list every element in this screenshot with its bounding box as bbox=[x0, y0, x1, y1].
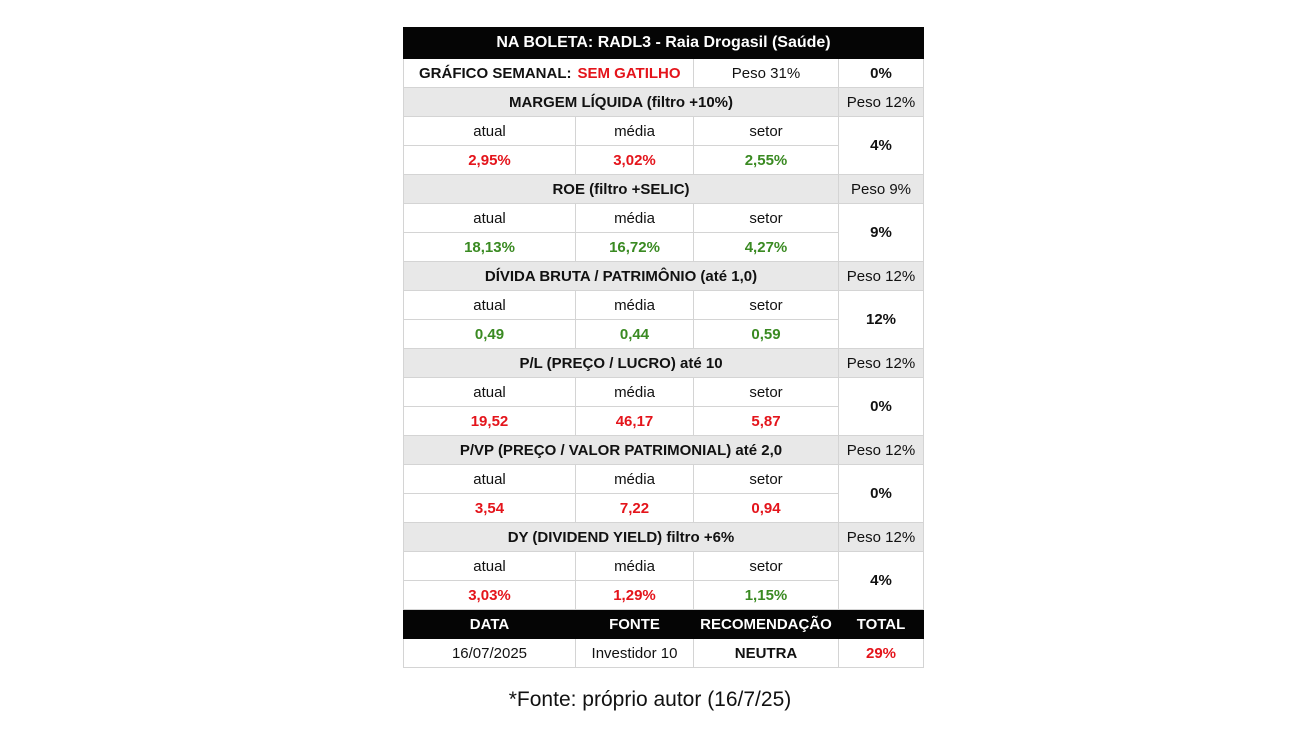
footer-recomendacao: NEUTRA bbox=[694, 639, 839, 668]
label-setor: setor bbox=[694, 204, 839, 233]
section-labels-row bbox=[404, 378, 924, 407]
label-atual: atual bbox=[404, 378, 576, 407]
section-title: P/L (PREÇO / LUCRO) até 10 bbox=[404, 349, 839, 378]
label-media: média bbox=[576, 291, 694, 320]
footer-data: 16/07/2025 bbox=[404, 639, 576, 668]
footer-header-data: DATA bbox=[404, 610, 576, 639]
label-media: média bbox=[576, 552, 694, 581]
label-media: média bbox=[576, 117, 694, 146]
section-header-row bbox=[404, 349, 924, 378]
grafico-pct: 0% bbox=[839, 59, 924, 88]
section-title: P/VP (PREÇO / VALOR PATRIMONIAL) até 2,0 bbox=[404, 436, 839, 465]
grafico-label: GRÁFICO SEMANAL: bbox=[404, 59, 576, 88]
section-title: ROE (filtro +SELIC) bbox=[404, 175, 839, 204]
value-media: 7,22 bbox=[576, 494, 694, 523]
footer-header-total: TOTAL bbox=[839, 610, 924, 639]
section-pct: 12% bbox=[839, 291, 924, 349]
value-setor: 0,94 bbox=[694, 494, 839, 523]
footer-header-row bbox=[404, 610, 924, 639]
section-labels-row bbox=[404, 552, 924, 581]
section-header-row bbox=[404, 523, 924, 552]
table-title: NA BOLETA: RADL3 - Raia Drogasil (Saúde) bbox=[404, 28, 924, 59]
label-setor: setor bbox=[694, 552, 839, 581]
value-setor: 5,87 bbox=[694, 407, 839, 436]
label-media: média bbox=[576, 204, 694, 233]
value-media: 0,44 bbox=[576, 320, 694, 349]
section-pct: 9% bbox=[839, 204, 924, 262]
section-labels-row bbox=[404, 117, 924, 146]
value-setor: 4,27% bbox=[694, 233, 839, 262]
section-labels-row bbox=[404, 291, 924, 320]
grafico-peso: Peso 31% bbox=[694, 59, 839, 88]
section-labels-row bbox=[404, 465, 924, 494]
section-peso: Peso 9% bbox=[839, 175, 924, 204]
section-header-row bbox=[404, 175, 924, 204]
section-title: DY (DIVIDEND YIELD) filtro +6% bbox=[404, 523, 839, 552]
label-atual: atual bbox=[404, 465, 576, 494]
value-atual: 0,49 bbox=[404, 320, 576, 349]
label-media: média bbox=[576, 378, 694, 407]
section-pct: 0% bbox=[839, 378, 924, 436]
section-title: DÍVIDA BRUTA / PATRIMÔNIO (até 1,0) bbox=[404, 262, 839, 291]
title-row bbox=[404, 28, 924, 59]
value-atual: 3,03% bbox=[404, 581, 576, 610]
footer-total: 29% bbox=[839, 639, 924, 668]
section-header-row bbox=[404, 436, 924, 465]
value-setor: 1,15% bbox=[694, 581, 839, 610]
label-setor: setor bbox=[694, 378, 839, 407]
metric-sections bbox=[404, 88, 924, 610]
grafico-status: SEM GATILHO bbox=[576, 59, 694, 88]
value-setor: 0,59 bbox=[694, 320, 839, 349]
section-peso: Peso 12% bbox=[839, 88, 924, 117]
label-atual: atual bbox=[404, 117, 576, 146]
boleta-table bbox=[403, 27, 924, 668]
label-atual: atual bbox=[404, 204, 576, 233]
label-atual: atual bbox=[404, 552, 576, 581]
section-peso: Peso 12% bbox=[839, 349, 924, 378]
section-header-row bbox=[404, 262, 924, 291]
footer-header-fonte: FONTE bbox=[576, 610, 694, 639]
value-atual: 2,95% bbox=[404, 146, 576, 175]
value-atual: 3,54 bbox=[404, 494, 576, 523]
section-pct: 4% bbox=[839, 552, 924, 610]
section-peso: Peso 12% bbox=[839, 436, 924, 465]
footer-fonte: Investidor 10 bbox=[576, 639, 694, 668]
source-note: *Fonte: próprio autor (16/7/25) bbox=[508, 688, 792, 711]
section-peso: Peso 12% bbox=[839, 523, 924, 552]
section-pct: 4% bbox=[839, 117, 924, 175]
footer-values-row bbox=[404, 639, 924, 668]
label-media: média bbox=[576, 465, 694, 494]
label-setor: setor bbox=[694, 465, 839, 494]
value-media: 1,29% bbox=[576, 581, 694, 610]
section-pct: 0% bbox=[839, 465, 924, 523]
value-media: 16,72% bbox=[576, 233, 694, 262]
grafico-row bbox=[404, 59, 924, 88]
label-setor: setor bbox=[694, 117, 839, 146]
value-media: 46,17 bbox=[576, 407, 694, 436]
value-setor: 2,55% bbox=[694, 146, 839, 175]
section-header-row bbox=[404, 88, 924, 117]
label-atual: atual bbox=[404, 291, 576, 320]
footer-header-recomendacao: RECOMENDAÇÃO bbox=[694, 610, 839, 639]
value-atual: 18,13% bbox=[404, 233, 576, 262]
value-media: 3,02% bbox=[576, 146, 694, 175]
section-title: MARGEM LÍQUIDA (filtro +10%) bbox=[404, 88, 839, 117]
label-setor: setor bbox=[694, 291, 839, 320]
section-peso: Peso 12% bbox=[839, 262, 924, 291]
section-labels-row bbox=[404, 204, 924, 233]
value-atual: 19,52 bbox=[404, 407, 576, 436]
